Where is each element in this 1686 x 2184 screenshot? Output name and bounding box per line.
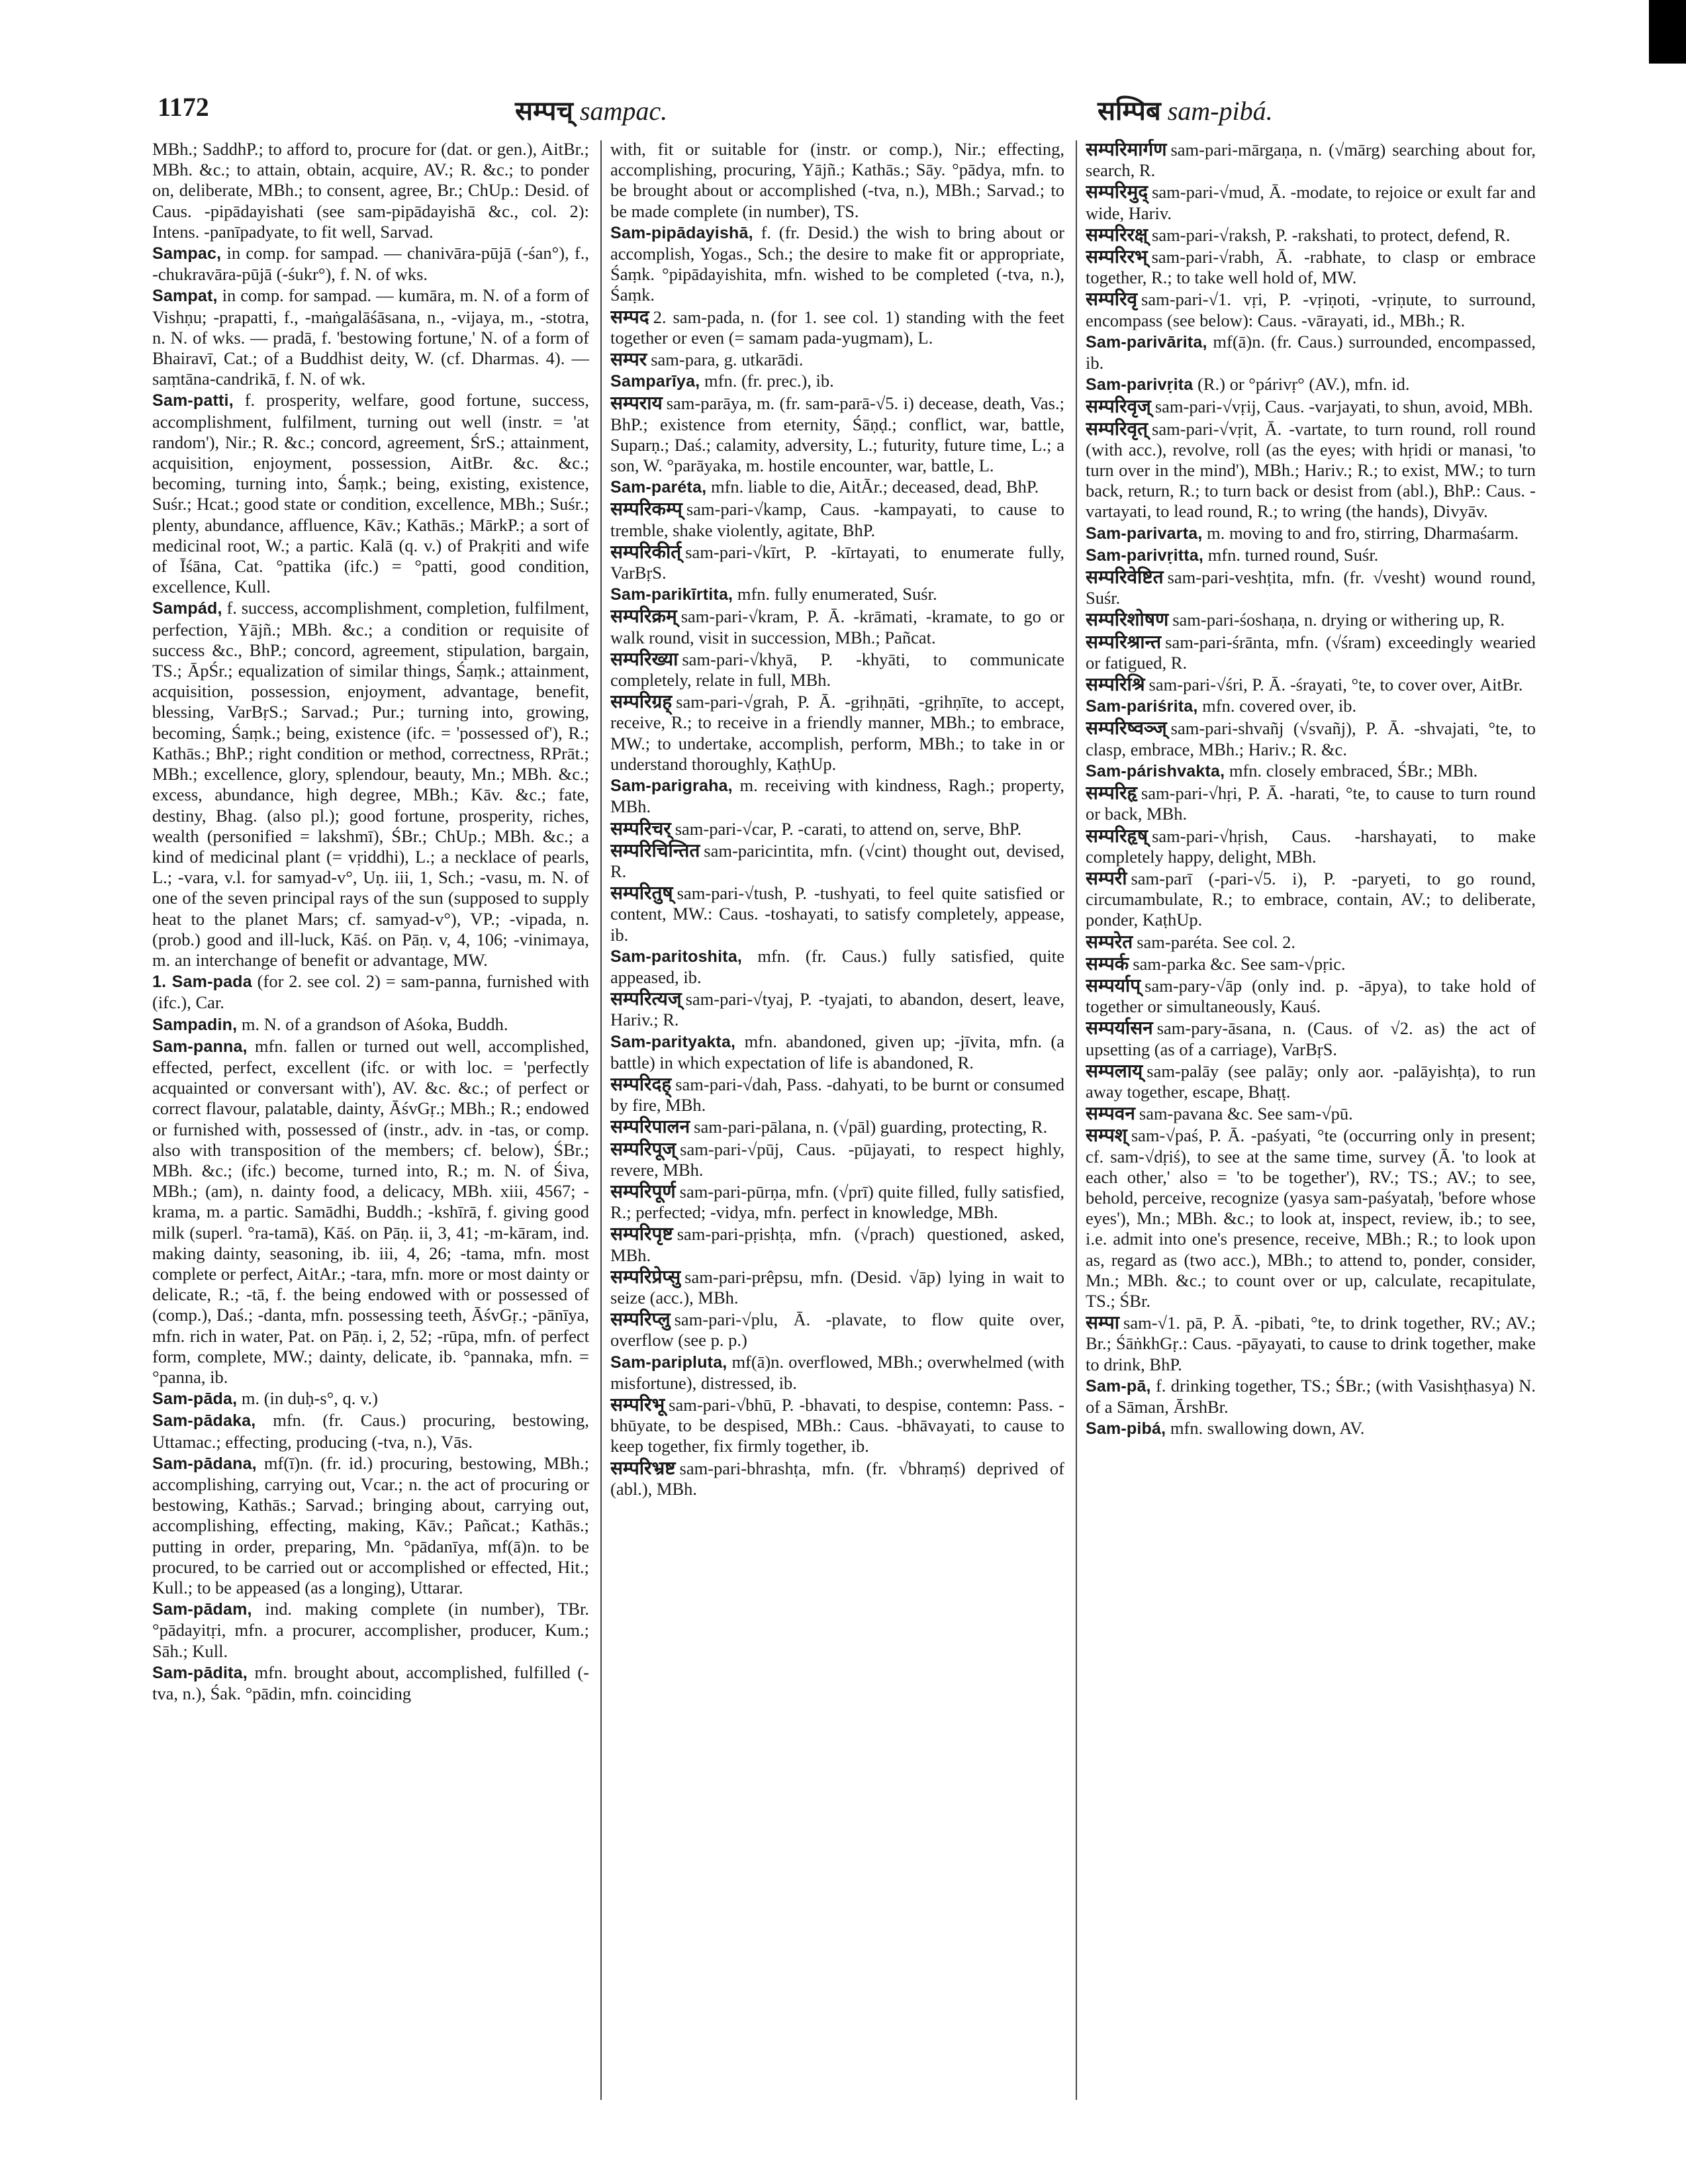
- entry-headword: Sam-paritoshita,: [610, 947, 743, 966]
- entry-definition: mfn. (fr. Caus.) procuring, bestowing, Uttamac.; effecting, producing (-tva, n.), Vās.: [152, 1410, 589, 1452]
- entry-headword: Sampac,: [152, 244, 222, 263]
- entry-devanagari-headword: सम्पवन: [1086, 1102, 1135, 1125]
- dictionary-entry: [1086, 1018, 1536, 1059]
- entry-definition: mfn. covered over, ib.: [1202, 696, 1357, 716]
- entry-definition: sam-pari-√tyaj, P. -tyajati, to abandon, desert, leave, Hariv.; R.: [610, 989, 1064, 1030]
- entry-definition: sam-pari-śoshaṇa, n. drying or withering up, R.: [1172, 610, 1505, 630]
- page-header: [158, 91, 1534, 128]
- entry-devanagari-headword: सम्परिग्रह्: [610, 690, 673, 713]
- entry-definition: sam-pari-√vṛij, Caus. -varjayati, to shun, avoid, MBh.: [1154, 397, 1533, 417]
- dictionary-entry: [610, 606, 1064, 647]
- dictionary-entry: [610, 691, 1064, 775]
- entry-devanagari-headword: सम्परिष्वञ्ज्: [1086, 717, 1167, 739]
- dictionary-entry: [610, 1223, 1064, 1265]
- dictionary-entry: [610, 1458, 1064, 1499]
- entry-devanagari-headword: सम्परिमार्गण: [1086, 139, 1167, 160]
- entry-devanagari-headword: सम्परितुष्: [610, 882, 673, 904]
- entry-headword: Sam-paréta,: [610, 478, 707, 497]
- dictionary-entry: [152, 1453, 589, 1598]
- entry-definition: sam-pari-√dah, Pass. -dahyati, to be burnt or consumed by fire, MBh.: [610, 1074, 1064, 1116]
- entry-definition: mfn. fully enumerated, Suśr.: [737, 584, 937, 604]
- entry-devanagari-headword: सम्परिपूर्ण: [610, 1180, 676, 1202]
- entry-headword: Sam-parivṛita: [1086, 375, 1194, 395]
- entry-devanagari-headword: सम्परिरभ्: [1086, 246, 1148, 268]
- entry-headword: Sam-pariśrita,: [1086, 697, 1198, 716]
- entry-devanagari-headword: सम्परी: [1086, 867, 1127, 889]
- entry-definition: f. drinking together, TS.; ŚBr.; (with Vasishṭhasya) N. of a Sāman, ĀrshBr.: [1086, 1375, 1536, 1417]
- dictionary-entry: [1086, 567, 1536, 608]
- dictionary-entry: [152, 1599, 589, 1662]
- entry-devanagari-headword: सम्परेत: [1086, 930, 1133, 953]
- dictionary-entry: [1086, 953, 1536, 974]
- entry-definition: 2. sam-pada, n. (for 1. see col. 1) standing with the feet together or even (= samam pada-yugmam), L.: [610, 307, 1064, 348]
- entry-devanagari-headword: सम्पराय: [610, 392, 663, 414]
- dictionary-entry: [1086, 761, 1536, 782]
- entry-devanagari-headword: सम्परिवृ: [1086, 288, 1138, 310]
- dictionary-entry: [1086, 523, 1536, 544]
- running-head-left-roman: sampac.: [579, 96, 668, 126]
- running-head-right: [1098, 91, 1273, 128]
- entry-headword: Sam-parityakta,: [610, 1032, 736, 1051]
- entry-definition: sam-pari-śrānta, mfn. (√śram) exceedingly wearied or fatigued, R.: [1086, 632, 1536, 673]
- entry-definition: sam-pari-√grah, P. Ā. -gṛihṇāti, -gṛihṇīte, to accept, receive, R.; to receive in a friendly manner, MBh.; to embrace, MW.; to undertake, accomplish, perform, MBh.; to take in or understand thoroughly, KaṭhUp.: [610, 692, 1064, 774]
- dictionary-entry: [1086, 975, 1536, 1017]
- entry-definition: in comp. for sampad. — kumāra, m. N. of a form of Vishṇu; -prapatti, f., -maṅgalāśāsana, n., -vijaya, m., -stotra, n. N. of wks. — pradā, f. 'bestowing fortune,' N. of a form of Bhairavī, Cat.; of a Buddhist deity, W. (cf. Dharmas. 4). — saṃtāna-candrikā, f. N. of wk.: [152, 285, 589, 389]
- entry-devanagari-headword: सम्परिश्रि: [1086, 673, 1145, 696]
- entry-headword: 1. Sam-pada: [152, 973, 252, 992]
- entry-headword: Sam-pādita,: [152, 1663, 248, 1682]
- entry-headword: Sam-párishvakta,: [1086, 761, 1225, 781]
- entry-definition: with, fit or suitable for (instr. or comp.), Nir.; effecting, accomplishing, procuring, Yājñ.; Kathās.; Sāy. °pādya, mfn. to be brought about or accomplished (-tva, n.), MBh.; Sarvad.; to be made complete (in number), TS.: [610, 139, 1064, 221]
- entry-definition: sam-pari-√bhū, P. -bhavati, to despise, contemn: Pass. -bhūyate, to be despised, MBh.: Caus. -bhāvayati, to cause to keep together, fix firmly together, ib.: [610, 1394, 1064, 1456]
- dictionary-entry: [610, 649, 1064, 690]
- entry-definition: sam-pari-√1. vṛi, P. -vṛiṇoti, -vṛiṇute, to surround, encompass (see below): Caus. -vārayati, id., MBh.; R.: [1086, 289, 1536, 330]
- dictionary-entry: [610, 1181, 1064, 1223]
- running-head-right-roman: sam-pibá.: [1167, 96, 1273, 126]
- entry-devanagari-headword: सम्परिहृ: [1086, 782, 1137, 804]
- entry-headword: Sam-patti,: [152, 391, 234, 410]
- dictionary-entry: [1086, 418, 1536, 522]
- entry-headword: Sam-parivārita,: [1086, 332, 1207, 352]
- entry-devanagari-headword: सम्परिवृत्: [1086, 417, 1148, 440]
- entry-definition: sam-palāy (see palāy; only aor. -palāyishṭa), to run away together, escape, Bhaṭṭ.: [1086, 1061, 1536, 1102]
- entry-definition: m. receiving with kindness, Ragh.; property, MBh.: [610, 775, 1064, 817]
- entry-definition: sam-pari-√khyā, P. -khyāti, to communicate completely, relate in full, MBh.: [610, 649, 1064, 690]
- dictionary-entry: [1086, 783, 1536, 824]
- entry-definition: sam-pari-√kamp, Caus. -kampayati, to cause to tremble, shake violently, agitate, BhP.: [610, 499, 1064, 540]
- dictionary-entry: [152, 1014, 589, 1035]
- entry-devanagari-headword: सम्परिशोषण: [1086, 608, 1169, 631]
- entry-definition: sam-pari-√pūj, Caus. -pūjayati, to respect highly, revere, MBh.: [610, 1139, 1064, 1180]
- entry-definition: f. (fr. Desid.) the wish to bring about or accomplish, Yogas., Sch.; the desire to make fit or appropriate, Śaṃk. °pipādayishita, mfn. wished to be completed (-tva, n.), Śaṃk.: [610, 222, 1064, 305]
- dictionary-entry: [610, 1031, 1064, 1073]
- dictionary-entry: [1086, 181, 1536, 223]
- entry-definition: sam-pari-shvañj (√svañj), P. Ā. -shvajati, °te, to clasp, embrace, MBh.; Hariv.; R. &c.: [1086, 718, 1536, 759]
- dictionary-entry: [152, 971, 589, 1013]
- entry-headword: Sam-paripluta,: [610, 1353, 727, 1372]
- entry-devanagari-headword: सम्परिपालन: [610, 1116, 690, 1138]
- running-head-left-devanagari: सम्पच्: [515, 96, 573, 126]
- dictionary-entry: [610, 371, 1064, 392]
- entry-definition: sam-pari-√plu, Ā. -plavate, to flow quite over, overflow (see p. p.): [610, 1309, 1064, 1351]
- entry-definition: sam-pari-√kram, P. Ā. -krāmati, -kramate, to go or walk round, visit in succession, MBh.; Pañcat.: [610, 606, 1064, 647]
- entry-headword: Sam-parigraha,: [610, 777, 733, 796]
- entry-definition: m. moving to and fro, stirring, Dharmaśarm.: [1207, 522, 1519, 543]
- dictionary-entry: [1086, 1103, 1536, 1124]
- entry-devanagari-headword: सम्परिकीर्त्: [610, 540, 682, 563]
- entry-devanagari-headword: सम्परित्यज्: [610, 988, 682, 1010]
- dictionary-entry: [152, 1388, 589, 1409]
- dictionary-entry: [610, 477, 1064, 498]
- entry-definition: f. success, accomplishment, completion, fulfilment, perfection, Yājñ.; MBh. &c.; a condition or requisite of success &c., BhP.; concord, agreement, stipulation, bargain, TS.; ĀpŚr.; equalization of similar things, Śaṃk.; attainment, acquisition, possession, enjoyment, advantage, benefit, blessing, VarBṛS.; Sarvad.; Pur.; turning into, growing, becoming, Śaṃk.; being, existence (ifc. = 'possessed of'), R.; Kathās.; BhP.; right condition or method, correctness, RPrāt.; MBh.; excellence, glory, splendour, beauty, Mn.; MBh. &c.; excess, abundance, high degree, MBh.; Kāv. &c.; fate, destiny, Bhag. (also pl.); good fortune, prosperity, riches, wealth (personified = lakshmī), ŚBr.; ChUp.; MBh. &c.; a kind of medicinal plant (= vṛiddhi), L.; a necklace of pearls, L.; -vara, v.l. for samyad-v°, Uṇ. iii, 1, Sch.; -vasu, m. N. of one of the seven principal rays of the sun (supposed to supply heat to the planet Mars; cf. samyad-v°), VP.; -vipada, n. (prob.) good and ill-luck, Kāś. on Pāṇ. v, 4, 106; -vinimaya, m. an interchange of benefit or advantage, MW.: [152, 598, 589, 970]
- dictionary-entry: [610, 1266, 1064, 1308]
- scan-edge-bar: [1649, 0, 1686, 64]
- dictionary-entry: [610, 882, 1064, 945]
- running-head-right-devanagari: सम्पिब: [1098, 96, 1161, 126]
- column-3: [1086, 139, 1536, 2112]
- entry-definition: mfn. brought about, accomplished, fulfilled (-tva, n.), Śak. °pādin, mfn. coinciding: [152, 1662, 589, 1704]
- dictionary-entry: [1086, 545, 1536, 566]
- entry-definition: sam-pari-√tush, P. -tushyati, to feel quite satisfied or content, MW.: Caus. -toshayati, to satisfy completely, appease, ib.: [610, 883, 1064, 945]
- dictionary-entry: [610, 222, 1064, 306]
- entry-devanagari-headword: सम्परिश्रान्त: [1086, 630, 1162, 653]
- entry-devanagari-headword: सम्पद: [610, 305, 649, 328]
- dictionary-entry: [1086, 139, 1536, 181]
- entry-devanagari-headword: सम्परिपूज्: [610, 1137, 677, 1160]
- dictionary-entry: [1086, 1376, 1536, 1417]
- entry-definition: sam-pari-prêpsu, mfn. (Desid. √āp) lying in wait to seize (acc.), MBh.: [610, 1266, 1064, 1307]
- entry-devanagari-headword: सम्परिप्रेप्सु: [610, 1265, 681, 1288]
- entry-definition: MBh.; SaddhP.; to afford to, procure for (dat. or gen.), AitBr.; MBh. &c.; to attain, obtain, acquire, AV.; R. &c.; to ponder on, deliberate, MBh.; to consent, agree, Br.; ChUp.: Desid. of Caus. -pipādayishati (see sam-pipādayishā &c., col. 2): Intens. -panīpadyate, to fit well, Sarvad.: [152, 139, 589, 242]
- entry-definition: sam-parī (-pari-√5. i), P. -paryeti, to go round, circumambulate, R.; to embrace, contain, AV.; to deliberate, ponder, KaṭhUp.: [1086, 868, 1536, 930]
- dictionary-entry: [1086, 246, 1536, 288]
- dictionary-entry: [152, 390, 589, 597]
- entry-definition: sam-parka &c. See sam-√pṛic.: [1133, 953, 1346, 974]
- entry-headword: Sam-pibá,: [1086, 1419, 1166, 1439]
- dictionary-entry: [610, 1116, 1064, 1137]
- dictionary-entry: [610, 393, 1064, 476]
- entry-definition: ind. making complete (in number), TBr. °pādayitṛi, mfn. a procurer, accomplisher, producer, Kum.; Sāh.; Kull.: [152, 1599, 589, 1661]
- dictionary-entry: [1086, 826, 1536, 867]
- entry-devanagari-headword: सम्परिमुद्: [1086, 181, 1148, 203]
- entry-definition: sam-pari-pṛishṭa, mfn. (√prach) questioned, asked, MBh.: [610, 1224, 1064, 1265]
- entry-definition: sam-pari-veshṭita, mfn. (fr. √vesht) wound round, Suśr.: [1086, 567, 1536, 608]
- page-number: 1172: [158, 92, 209, 122]
- entry-devanagari-headword: सम्परिख्या: [610, 647, 679, 670]
- entry-definition: sam-pari-bhrashṭa, mfn. (fr. √bhraṃś) deprived of (abl.), MBh.: [610, 1458, 1064, 1499]
- entry-headword: Sampadin,: [152, 1015, 238, 1034]
- dictionary-entry: [1086, 224, 1536, 246]
- dictionary-entry: [610, 349, 1064, 370]
- dictionary-entry: [152, 139, 589, 242]
- entry-devanagari-headword: सम्परिचर्: [610, 817, 671, 839]
- entry-definition: mf(ī)n. (fr. id.) procuring, bestowing, MBh.; accomplishing, carrying out, Vcar.; n. the act of procuring or bestowing, Kathās.; Sarvad.; bringing about, carrying out, accomplishing, effecting, making, Kāv.; Pañcat.; Kathās.; putting in order, preparing, Mn. °pādanīya, mf(ā)n. to be procured, to be carried out or accomplished or effected, Hit.; Kull.; to be appeased (as a longing), Uttarar.: [152, 1452, 589, 1598]
- dictionary-entry: [610, 584, 1064, 605]
- entry-headword: Sam-pādam,: [152, 1600, 252, 1619]
- dictionary-entry: [610, 775, 1064, 817]
- entry-definition: (R.) or °párivṛ° (AV.), mfn. id.: [1197, 374, 1410, 395]
- dictionary-entry: [152, 1410, 589, 1452]
- entry-definition: (for 2. see col. 2) = sam-panna, furnished with (ifc.), Car.: [152, 971, 589, 1013]
- entry-devanagari-headword: सम्परिपृष्ट: [610, 1223, 673, 1245]
- dictionary-entry: [152, 285, 589, 389]
- dictionary-entry: [610, 988, 1064, 1030]
- entry-devanagari-headword: सम्परिकम्प्: [610, 498, 682, 520]
- dictionary-entry: [152, 598, 589, 971]
- dictionary-entry: [152, 1662, 589, 1704]
- entry-headword: Sam-pādaka,: [152, 1411, 256, 1431]
- entry-headword: Samparīya,: [610, 372, 700, 391]
- entry-devanagari-headword: सम्परिवेष्टित: [1086, 566, 1164, 589]
- entry-definition: m. (in duḥ-s°, q. v.): [241, 1388, 378, 1409]
- dictionary-entry: [610, 1394, 1064, 1457]
- entry-definition: sam-pari-√mud, Ā. -modate, to rejoice or exult far and wide, Hariv.: [1086, 182, 1536, 223]
- entry-headword: Sam-parivarta,: [1086, 524, 1203, 543]
- entry-definition: mfn. swallowing down, AV.: [1170, 1418, 1365, 1439]
- dictionary-entry: [610, 1309, 1064, 1351]
- entry-definition: in comp. for sampad. — chanivāra-pūjā (-śan°), f., -chukravāra-pūjā (-śukr°), f. N. of wks.: [152, 243, 589, 285]
- running-head-left: [515, 91, 667, 128]
- entry-definition: sam-para, g. utkarādi.: [651, 350, 804, 370]
- entry-definition: sam-pary-√āp (only ind. p. -āpya), to take hold of together or simultaneously, Kauś.: [1086, 975, 1536, 1017]
- dictionary-entry: [1086, 1125, 1536, 1311]
- entry-definition: sam-pari-√kīrt, P. -kīrtayati, to enumerate fully, VarBṛS.: [610, 542, 1064, 583]
- dictionary-entry: [610, 818, 1064, 839]
- dictionary-entry: [1086, 374, 1536, 395]
- entry-devanagari-headword: सम्परिप्लु: [610, 1308, 671, 1331]
- dictionary-entry: [610, 1139, 1064, 1180]
- entry-definition: sam-√paś, P. Ā. -paśyati, °te (occurring only in present; cf. sam-√dṛiś), to see at the same time, survey (Ā. 'to look at each other,' also = 'to be together'), RV.; TS.; AV.; to see, behold, perceive, recognize (yasya sam-paśyataḥ, 'before whose eyes'), Mn.; MBh. &c.; to look at, inspect, review, ib.; to see, i.e. admit into one's presence, receive, MBh.; R.; to look upon as, regard as (two acc.), MBh.; to attend to, ponder, consider, Mn.; MBh. &c.; to count over or up, calculate, recapitulate, TS.; ŚBr.: [1086, 1125, 1536, 1311]
- entry-definition: sam-√1. pā, P. Ā. -pibati, °te, to drink together, RV.; AV.; Br.; ŚāṅkhGṛ.: Caus. -pāyayati, to cause to drink together, make to drink, BhP.: [1086, 1313, 1536, 1374]
- dictionary-entry: [1086, 609, 1536, 630]
- entry-devanagari-headword: सम्पर्याप्: [1086, 974, 1141, 996]
- entry-headword: Sampád,: [152, 599, 222, 618]
- entry-devanagari-headword: सम्पर: [610, 348, 647, 371]
- entry-definition: mf(ā)n. overflowed, MBh.; overwhelmed (with misfortune), distressed, ib.: [610, 1351, 1064, 1393]
- entry-devanagari-headword: सम्परिवृज्: [1086, 395, 1151, 418]
- dictionary-entry: [610, 307, 1064, 348]
- entry-definition: mfn. fallen or turned out well, accomplished, effected, perfect, excellent (ifc. or with loc. = 'perfectly acquainted or conversant with'), AV. &c. &c.; of perfect or correct flavour, palatable, dainty, ĀśvGṛ.; MBh.; R.; endowed or furnished with, possessed of (instr., adv. in -tas, or comp. also with transposition of the members; cf. below), ŚBr.; MBh. &c.; (ifc.) become, turned into, R.; m. N. of Śiva, MBh.; (am), n. dainty food, a delicacy, MBh. xiii, 4567; -krama, m. a partic. Samādhi, Buddh.; -kshīrā, f. giving good milk (superl. °ra-tamā), Kāś. on Pāṇ. ii, 3, 41; -m-kāram, ind. making dainty, seasoning, ib. iii, 4, 26; -tama, mfn. most complete or perfect, AitAr.; -tara, mfn. more or most dainty or delicate, R.; -tā, f. the being endowed with or possessed of (comp.), Daś.; -danta, mfn. possessing teeth, ĀśvGṛ.; -pānīya, mfn. rich in water, Pat. on Pāṇ. i, 2, 52; -rūpa, mfn. of perfect form, complete, MW.; dainty, delicate, ib. °pannaka, mfn. = °panna, ib.: [152, 1035, 589, 1387]
- dictionary-entry: [1086, 696, 1536, 717]
- dictionary-entry: [610, 1074, 1064, 1116]
- entry-definition: f. prosperity, welfare, good fortune, success, accomplishment, fulfilment, turning out well (instr. = 'at random'), Nir.; R. &c.; concord, agreement, ŚrS.; attainment, acquisition, enjoyment, possession, AitBr. &c. &c.; becoming, turning into, Śaṃk.; being, existing, existence, Suśr.; Hcat.; good state or condition, excellence, MBh.; Suśr.; plenty, abundance, affluence, Kāv.; Kathās.; MārkP.; a sort of medicinal root, W.; a partic. Kalā (q. v.) of Prakṛiti and wife of Īśāna, Cat. °pattika (ifc.) = °patti, good condition, excellence, Kull.: [152, 390, 589, 597]
- entry-headword: Sam-pā,: [1086, 1376, 1151, 1396]
- dictionary-entry: [610, 840, 1064, 882]
- entry-definition: sam-pari-√rabh, Ā. -rabhate, to clasp or embrace together, R.; to take well hold of, MW.: [1086, 247, 1536, 288]
- dictionary-entry: [1086, 1061, 1536, 1102]
- entry-devanagari-headword: सम्परिभू: [610, 1393, 665, 1415]
- entry-headword: Sampat,: [152, 287, 218, 306]
- entry-headword: Sam-pipādayishā,: [610, 223, 753, 242]
- entry-devanagari-headword: सम्परिहृष्: [1086, 824, 1148, 847]
- entry-headword: Sam-pādana,: [152, 1454, 257, 1473]
- entry-headword: Sam-pāda,: [152, 1390, 238, 1409]
- dictionary-entry: [1086, 632, 1536, 673]
- entry-definition: mfn. turned round, Suśr.: [1207, 544, 1379, 565]
- entry-definition: sam-pari-pālana, n. (√pāl) guarding, protecting, R.: [694, 1117, 1048, 1137]
- entry-definition: mf(ā)n. (fr. Caus.) surrounded, encompassed, ib.: [1086, 331, 1536, 373]
- dictionary-entry: [152, 243, 589, 285]
- entry-devanagari-headword: सम्पश्: [1086, 1124, 1127, 1147]
- entry-devanagari-headword: सम्पा: [1086, 1311, 1120, 1334]
- dictionary-entry: [610, 499, 1064, 540]
- entry-devanagari-headword: सम्परिरक्ष्: [1086, 223, 1148, 246]
- dictionary-entry: [610, 542, 1064, 583]
- entry-definition: sam-pavana &c. See sam-√pū.: [1139, 1104, 1353, 1124]
- entry-definition: sam-paricintita, mfn. (√cint) thought out, devised, R.: [610, 840, 1064, 881]
- dictionary-entry: [1086, 1312, 1536, 1375]
- entry-definition: mfn. closely embraced, ŚBr.; MBh.: [1229, 760, 1478, 781]
- entry-headword: Sam-panna,: [152, 1037, 248, 1056]
- dictionary-entry: [1086, 289, 1536, 330]
- dictionary-entry: [610, 1352, 1064, 1394]
- column-1: [152, 139, 589, 2112]
- entry-devanagari-headword: सम्परिक्रम्: [610, 605, 677, 628]
- entry-definition: sam-parāya, m. (fr. sam-parā-√5. i) decease, death, Vas.; BhP.; existence from eternity, Śāṇḍ.; conflict, war, battle, Suparṇ.; Daś.; calamity, adversity, L.; futurity, future time, L.; a son, W. °parāyaka, m. hostile encounter, war, battle, L.: [610, 393, 1064, 476]
- entry-devanagari-headword: सम्परिभ्रष्ट: [610, 1456, 676, 1479]
- entry-definition: sam-pary-āsana, n. (Caus. of √2. as) the act of upsetting (as of a carriage), VarBṛS.: [1086, 1018, 1536, 1059]
- entry-devanagari-headword: सम्परिदह्: [610, 1072, 672, 1095]
- entry-definition: sam-pari-√hṛi, P. Ā. -harati, °te, to cause to turn round or back, MBh.: [1086, 783, 1536, 824]
- entry-definition: mfn. (fr. prec.), ib.: [704, 371, 834, 391]
- dictionary-columns: [152, 139, 1536, 2112]
- dictionary-entry: [610, 946, 1064, 988]
- dictionary-entry: [1086, 868, 1536, 931]
- entry-definition: sam-paréta. See col. 2.: [1137, 931, 1296, 952]
- dictionary-entry: [1086, 396, 1536, 417]
- dictionary-entry: [610, 139, 1064, 222]
- entry-definition: mfn. (fr. Caus.) fully satisfied, quite appeased, ib.: [610, 945, 1064, 987]
- dictionary-entry: [1086, 931, 1536, 953]
- dictionary-entry: [1086, 718, 1536, 759]
- dictionary-entry: [1086, 332, 1536, 373]
- entry-definition: sam-pari-√śri, P. Ā. -śrayati, °te, to cover over, AitBr.: [1148, 675, 1523, 695]
- entry-definition: sam-pari-√raksh, P. -rakshati, to protect, defend, R.: [1152, 224, 1511, 245]
- entry-devanagari-headword: सम्पर्क: [1086, 952, 1129, 974]
- entry-devanagari-headword: सम्परिचिन्तित: [610, 839, 700, 861]
- entry-definition: mfn. abandoned, given up; -jīvita, mfn. (a battle) in which expectation of life is abandoned, R.: [610, 1031, 1064, 1072]
- entry-definition: sam-pari-pūrṇa, mfn. (√prī) quite filled, fully satisfied, R.; perfected; -vidya, mfn. perfect in knowledge, MBh.: [610, 1181, 1064, 1223]
- entry-headword: Sam-parivṛitta,: [1086, 546, 1204, 565]
- entry-definition: sam-pari-√car, P. -carati, to attend on, serve, BhP.: [675, 818, 1022, 839]
- dictionary-entry: [152, 1036, 589, 1388]
- entry-definition: sam-pari-√vṛit, Ā. -vartate, to turn round, roll round (with acc.), revolve, roll (as the eyes; with hṛidi or manasi, 'to turn over in the mind'), MBh.; Hariv.; R.; to exist, MW.; to turn back, return, R.; to turn back or desist from (abl.), BhP.: Caus. -vartayati, to lead round, R.; to wring (the hands), Divyāv.: [1086, 418, 1536, 522]
- entry-definition: sam-pari-mārgaṇa, n. (√mārg) searching about for, search, R.: [1086, 140, 1536, 181]
- column-2: [610, 139, 1064, 2112]
- entry-definition: sam-pari-√hṛish, Caus. -harshayati, to make completely happy, delight, MBh.: [1086, 826, 1536, 867]
- entry-devanagari-headword: सम्पर्यासन: [1086, 1017, 1153, 1039]
- entry-headword: Sam-parikīrtita,: [610, 585, 733, 604]
- entry-devanagari-headword: सम्पलाय्: [1086, 1059, 1143, 1082]
- dictionary-entry: [1086, 674, 1536, 695]
- dictionary-entry: [1086, 1418, 1536, 1439]
- entry-definition: mfn. liable to die, AitĀr.; deceased, dead, BhP.: [710, 477, 1039, 497]
- entry-definition: m. N. of a grandson of Aśoka, Buddh.: [241, 1014, 508, 1034]
